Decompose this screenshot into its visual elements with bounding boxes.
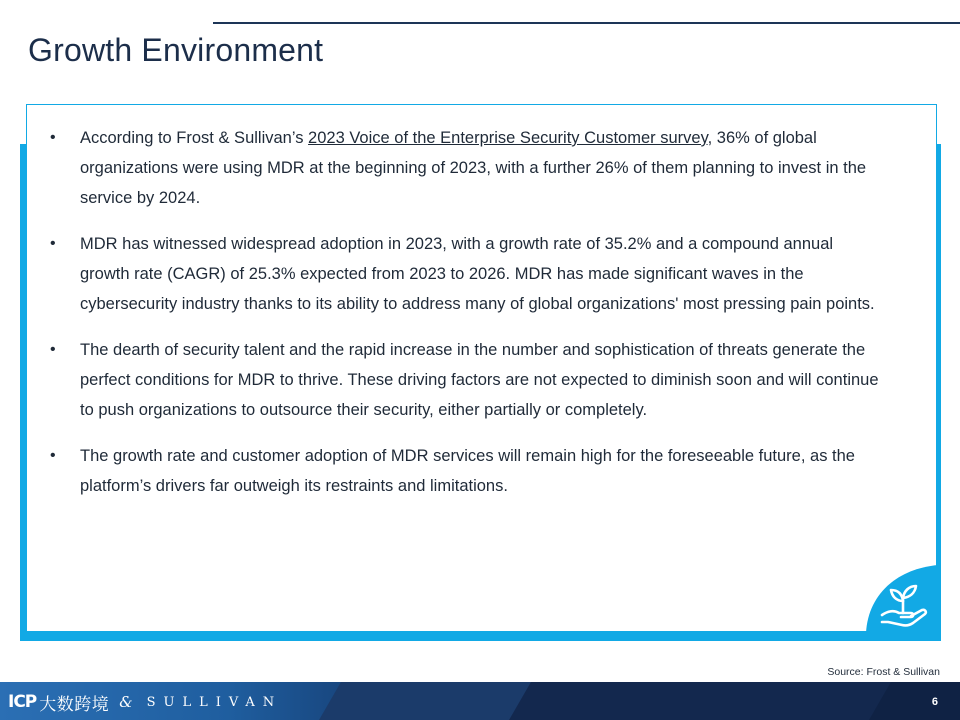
- footer-band: [509, 682, 891, 720]
- bullet-text: The growth rate and customer adoption of MDR services will remain high for the foreseeable future, as the platform’s drivers far outweigh its restraints and limitations.: [80, 447, 855, 495]
- hand-holding-plant-icon: [866, 565, 938, 633]
- survey-link[interactable]: 2023 Voice of the Enterprise Security Customer survey: [308, 129, 708, 147]
- bullet-text-pre: According to Frost & Sullivan’s: [80, 129, 309, 147]
- logo-wordmark: SULLIVAN: [146, 694, 283, 710]
- page-number: 6: [931, 696, 938, 708]
- logo-ampersand: &: [119, 693, 133, 711]
- logo-mark: ICP: [8, 692, 37, 712]
- source-note: Source: Frost & Sullivan: [827, 666, 940, 678]
- bullet-text-post: , 36% of global organizations were using MDR at the beginning of 2023, with a further 26% of them planning to invest in the service by 2024.: [80, 129, 867, 207]
- bullet-item: [50, 441, 880, 501]
- page-title: Growth Environment: [28, 32, 324, 68]
- bullet-text: MDR has witnessed widespread adoption in 2023, with a growth rate of 35.2% and a compound annual growth rate (CAGR) of 25.3% expected from 2023 to 2026. MDR has made significant waves in the cybersecurity industry thanks to its ability to address many of global organizations' most pressing pain points.: [80, 235, 875, 313]
- bullet-item: [50, 335, 880, 425]
- bullet-item: [50, 229, 880, 319]
- bullet-marker: •: [50, 129, 56, 146]
- bullet-marker: •: [50, 341, 56, 358]
- bullet-list: [50, 123, 880, 501]
- footer-logo: [8, 688, 282, 716]
- bullet-marker: •: [50, 447, 56, 464]
- bullet-item: [50, 123, 880, 213]
- bullet-marker: •: [50, 235, 56, 252]
- logo-chinese-text: 大数跨境: [39, 694, 110, 715]
- bullet-text: The dearth of security talent and the rapid increase in the number and sophistication of threats generate the perfect conditions for MDR to thrive. These driving factors are not expected to diminish soon and will continue to push organizations to outsource their security, either partially or completely.: [80, 341, 879, 419]
- top-rule: [213, 22, 960, 24]
